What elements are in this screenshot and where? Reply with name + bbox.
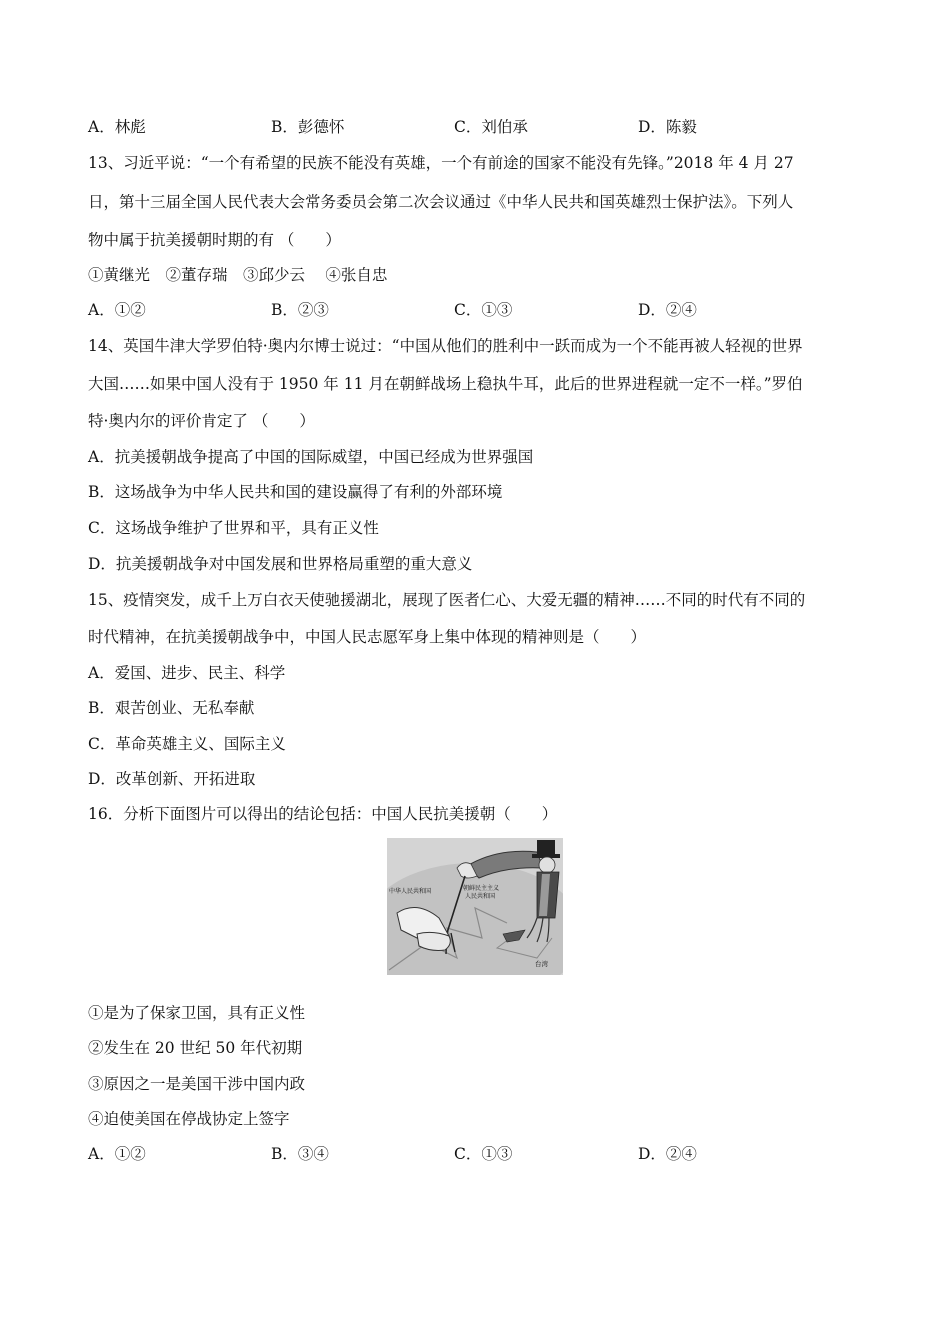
q13-options xyxy=(88,300,868,320)
q14-option-b: B．这场战争为中华人民共和国的建设赢得了有利的外部环境 xyxy=(88,483,503,501)
q13-stem-line-3: 物中属于抗美援朝时期的有 （ ） xyxy=(88,231,341,249)
q13-stem-line-2: 日，第十三届全国人民代表大会常务委员会第二次会议通过《中华人民共和国英雄烈士保护法》。下列人 xyxy=(88,193,794,211)
q14-option-a: A．抗美援朝战争提高了中国的国际威望，中国已经成为世界强国 xyxy=(88,448,534,466)
label-taiwan: 台湾 xyxy=(535,960,548,968)
q16-option-d: D．②④ xyxy=(638,1145,697,1163)
q12-option-b: B．彭德怀 xyxy=(271,118,345,136)
q14-option-c: C．这场战争维护了世界和平，具有正义性 xyxy=(88,519,379,537)
q15-stem-line-2: 时代精神，在抗美援朝战争中，中国人民志愿军身上集中体现的精神则是（ ） xyxy=(88,628,647,646)
q12-options xyxy=(88,117,868,137)
q14-stem-line-3: 特·奥内尔的评价肯定了 （ ） xyxy=(88,412,315,430)
q13-option-d: D．②④ xyxy=(638,301,697,319)
political-cartoon xyxy=(387,838,563,975)
q12-option-d: D．陈毅 xyxy=(638,118,697,136)
q16-option-a: A．①② xyxy=(88,1145,146,1163)
q16-statement-3: ③原因之一是美国干涉中国内政 xyxy=(88,1075,306,1093)
q14-stem-line-1: 14、英国牛津大学罗伯特·奥内尔博士说过：“中国从他们的胜利中一跃而成为一个不能再被人轻视的世界 xyxy=(88,337,803,355)
q14-option-d: D．抗美援朝战争对中国发展和世界格局重塑的重大意义 xyxy=(88,555,473,573)
q15-option-b: B．艰苦创业、无私奉献 xyxy=(88,699,255,717)
q13-option-c: C．①③ xyxy=(454,301,513,319)
q13-option-b: B．②③ xyxy=(271,301,329,319)
q15-option-d: D．改革创新、开拓进取 xyxy=(88,770,256,788)
q15-stem-line-1: 15、疫情突发，成千上万白衣天使驰援湖北，展现了医者仁心、大爱无疆的精神……不同的时代有不同的 xyxy=(88,591,806,609)
q16-options xyxy=(88,1144,868,1164)
q12-option-a: A．林彪 xyxy=(88,118,146,136)
q12-option-c: C．刘伯承 xyxy=(454,118,528,136)
q13-option-a: A．①② xyxy=(88,301,146,319)
q16-statement-2: ②发生在 20 世纪 50 年代初期 xyxy=(88,1039,303,1057)
q13-items: ①黄继光 ②董存瑞 ③邱少云 ④张自忠 xyxy=(88,266,388,284)
q16-statement-1: ①是为了保家卫国，具有正义性 xyxy=(88,1004,306,1022)
q13-stem-line-1: 13、习近平说：“一个有希望的民族不能没有英雄，一个有前途的国家不能没有先锋。”2018 年 4 月 27 xyxy=(88,154,794,172)
q16-option-c: C．①③ xyxy=(454,1145,513,1163)
figure-head xyxy=(539,857,555,873)
q16-statement-4: ④迫使美国在停战协定上签字 xyxy=(88,1110,290,1128)
q15-option-a: A．爱国、进步、民主、科学 xyxy=(88,664,286,682)
q15-option-c: C．革命英雄主义、国际主义 xyxy=(88,735,286,753)
label-dprk-line-2: 人民共和国 xyxy=(465,893,496,900)
fist-icon xyxy=(417,932,450,950)
q14-stem-line-2: 大国……如果中国人没有于 1950 年 11 月在朝鲜战场上稳执牛耳，此后的世界进程就一定不一样。”罗伯 xyxy=(88,375,803,393)
q16-stem: 16．分析下面图片可以得出的结论包括：中国人民抗美援朝（ ） xyxy=(88,805,558,823)
top-hat-icon xyxy=(537,840,555,856)
q16-option-b: B．③④ xyxy=(271,1145,329,1163)
label-prc: 中华人民共和国 xyxy=(389,888,432,895)
label-dprk-line-1: 朝鲜民主主义 xyxy=(463,885,500,892)
